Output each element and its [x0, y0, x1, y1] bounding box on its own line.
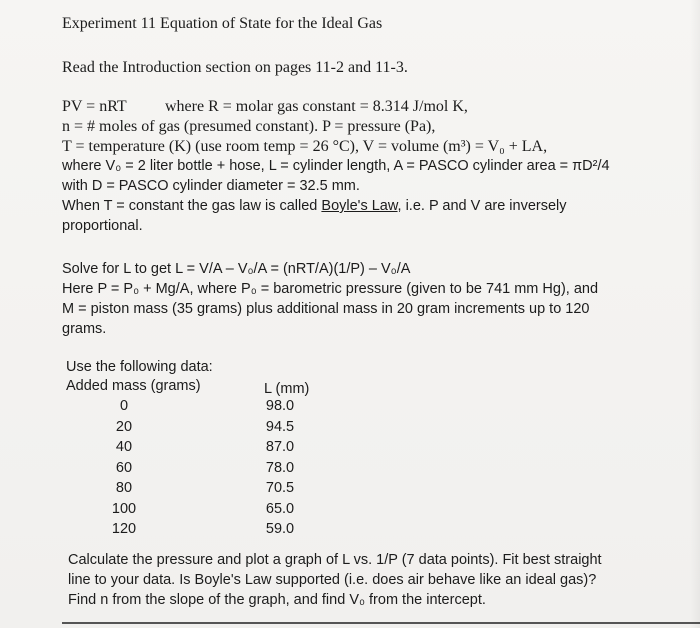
- mass-cell: 100: [111, 500, 137, 517]
- length-cell: 98.0: [265, 398, 295, 414]
- length-cell: 87.0: [265, 439, 295, 455]
- mass-cell: 80: [115, 480, 133, 496]
- temperature-volume-text: T = temperature (K) (use room temp = 26 °C), V = volume (m³) = V₀ + LA,: [62, 138, 548, 155]
- proportional-text: proportional.: [62, 218, 143, 234]
- mass-column: [100, 396, 148, 540]
- page-bottom-edge: [62, 622, 700, 624]
- mass-cell: 120: [111, 521, 137, 537]
- grams-text: grams.: [62, 321, 107, 337]
- moles-pressure-text: n = # moles of gas (presumed constant). P = pressure (Pa),: [62, 118, 436, 135]
- header-added-mass: Added mass (grams): [66, 378, 201, 394]
- mass-cell: 60: [115, 459, 133, 476]
- equation-pv-nrt: PV = nRT: [62, 98, 127, 115]
- header-length: L (mm): [264, 381, 310, 397]
- length-cell: 70.5: [265, 480, 295, 496]
- document-title: Experiment 11 Equation of State for the Ideal Gas: [62, 15, 383, 32]
- page-shading: [690, 0, 700, 628]
- data-intro: Use the following data:: [66, 359, 213, 375]
- mass-cell: 20: [115, 418, 133, 435]
- volume-definition-text: where V₀ = 2 liter bottle + hose, L = cylinder length, A = PASCO cylinder area = πD²/4: [62, 158, 610, 174]
- length-column: [256, 396, 304, 540]
- boyles-law-prefix: When T = constant the gas law is called: [62, 198, 322, 214]
- length-cell: 78.0: [265, 459, 295, 476]
- task-line-3: Find n from the slope of the graph, and find V₀ from the intercept.: [68, 592, 486, 608]
- solve-equation-text: Solve for L to get L = V/A – V₀/A = (nRT/A)(1/P) – V₀/A: [62, 261, 411, 277]
- gas-constant-text: where R = molar gas constant = 8.314 J/mol K,: [165, 98, 468, 115]
- diameter-text: with D = PASCO cylinder diameter = 32.5 mm.: [62, 178, 360, 194]
- length-cell: 59.0: [265, 521, 295, 537]
- boyles-law-suffix: , i.e. P and V are inversely: [397, 198, 567, 214]
- mass-cell: 0: [119, 398, 129, 414]
- intro-text: Read the Introduction section on pages 11-2 and 11-3.: [62, 59, 408, 76]
- piston-mass-text: M = piston mass (35 grams) plus additional mass in 20 gram increments up to 120: [62, 301, 590, 317]
- mass-cell: 40: [115, 439, 133, 455]
- boyles-law-line: [62, 197, 567, 216]
- pressure-definition-text: Here P = P₀ + Mg/A, where P₀ = barometric pressure (given to be 741 mm Hg), and: [62, 281, 599, 297]
- task-line-1: Calculate the pressure and plot a graph of L vs. 1/P (7 data points). Fit best straight: [68, 552, 602, 568]
- task-line-2: line to your data. Is Boyle's Law supported (i.e. does air behave like an ideal gas)?: [68, 572, 597, 588]
- length-cell: 65.0: [265, 500, 295, 517]
- boyles-law-link[interactable]: Boyle's Law: [321, 198, 398, 214]
- length-cell: 94.5: [265, 418, 295, 435]
